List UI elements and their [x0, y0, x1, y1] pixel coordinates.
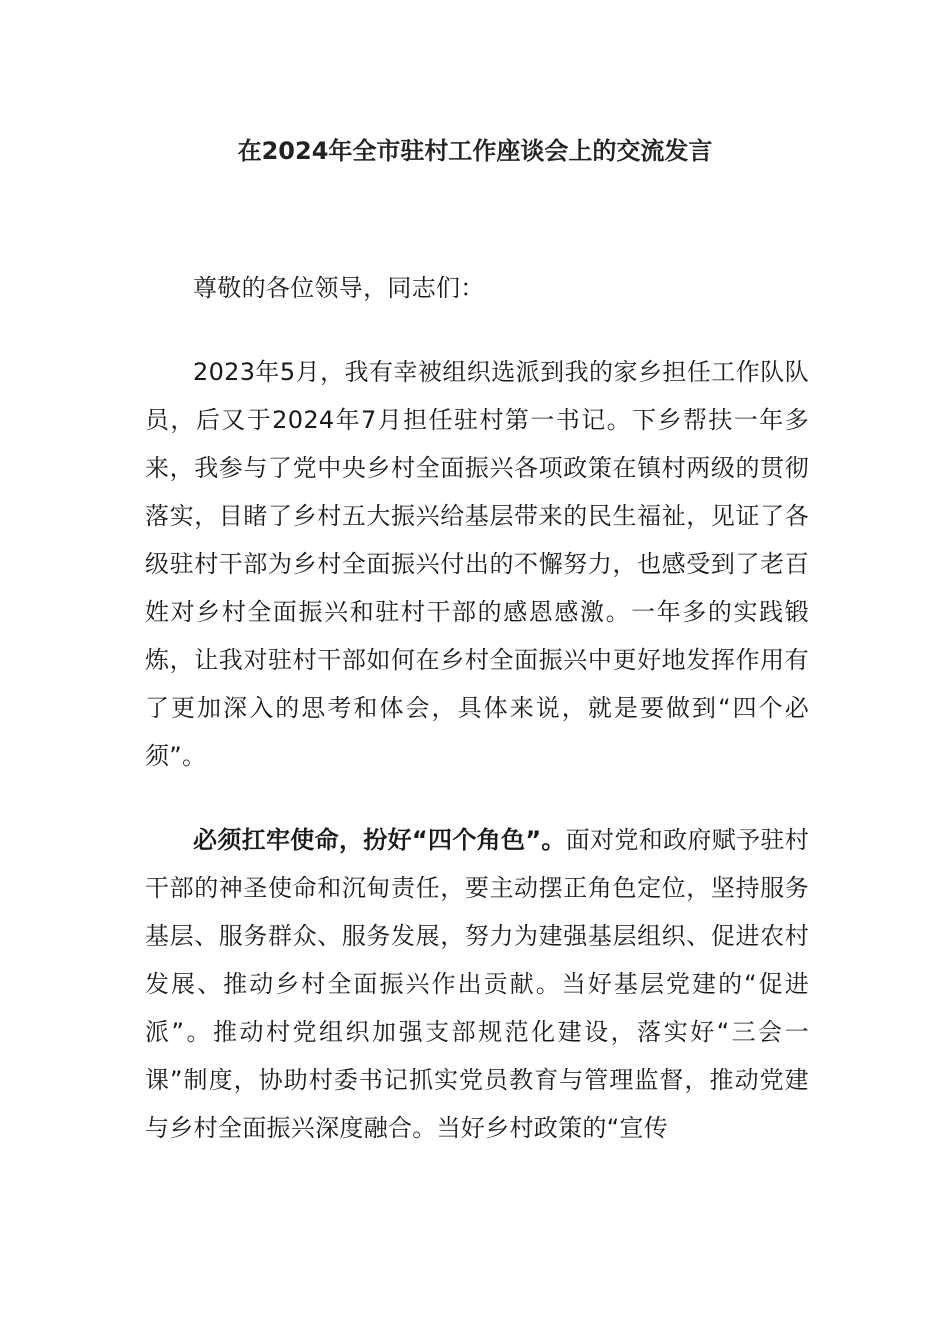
section-text: 面对党和政府赋予驻村干部的神圣使命和沉甸责任，要主动摆正角色定位，坚持服务基层、服务群众、服务发展，努力为建强基层组织、促进农村发展、推动乡村全面振兴作出贡献。当好基层党建的“促进派”。推动村党组织加强支部规范化建设，落实好“三会一课”制度，协助村委书记抓实党员教育与管理监督，推动党建与乡村全面振兴深度融合。当好乡村政策的“宣传: [145, 826, 809, 1142]
greeting-paragraph: 尊敬的各位领导，同志们：: [193, 274, 485, 302]
document-title: 在2024年全市驻村工作座谈会上的交流发言: [237, 137, 713, 165]
document-body: [145, 264, 809, 1188]
section-heading: 必须扛牢使命，扮好“四个角色”。: [193, 826, 566, 854]
intro-paragraph: 2023年5月，我有幸被组织选派到我的家乡担任工作队队员，后又于2024年7月担任驻村第一书记。下乡帮扶一年多来，我参与了党中央乡村全面振兴各项政策在镇村两级的贯彻落实，目睹了乡村五大振兴给基层带来的民生福祉，见证了各级驻村干部为乡村全面振兴付出的不懈努力，也感受到了老百姓对乡村全面振兴和驻村干部的感恩感激。一年多的实践锻炼，让我对驻村干部如何在乡村全面振兴中更好地发挥作用有了更加深入的思考和体会，具体来说，就是要做到“四个必须”。: [145, 358, 809, 770]
section-paragraph: [145, 816, 809, 1152]
